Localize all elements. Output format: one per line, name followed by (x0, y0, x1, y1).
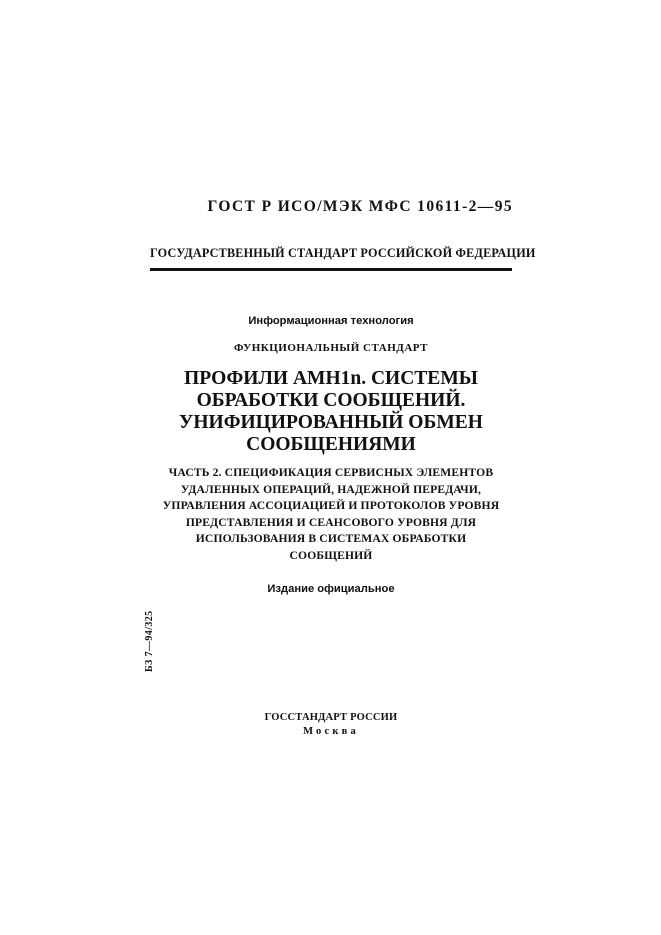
part-title-line: УПРАВЛЕНИЯ АССОЦИАЦИЕЙ И ПРОТОКОЛОВ УРОВНЯ (162, 499, 500, 512)
part-title-line: ИСПОЛЬЗОВАНИЯ В СИСТЕМАХ ОБРАБОТКИ (195, 532, 467, 545)
publisher: ГОССТАНДАРТ РОССИИ (264, 712, 398, 723)
edition-note: Издание официальное (267, 583, 395, 595)
document-number: ГОСТ Р ИСО/МЭК МФС 10611-2—95 (207, 198, 513, 215)
main-title-line: УНИФИЦИРОВАННЫЙ ОБМЕН (179, 412, 483, 433)
subject-line: Информационная технология (248, 315, 414, 327)
part-title-line: ПРЕДСТАВЛЕНИЯ И СЕАНСОВОГО УРОВНЯ ДЛЯ (185, 515, 477, 529)
main-title-line: ОБРАБОТКИ СООБЩЕНИЙ. (196, 390, 466, 411)
publisher-city: Москва (303, 726, 359, 737)
main-title (150, 368, 512, 456)
part-title-line: ЧАСТЬ 2. СПЕЦИФИКАЦИЯ СЕРВИСНЫХ ЭЛЕМЕНТОВ (168, 466, 494, 479)
heading-divider (150, 268, 512, 271)
main-title-line: СООБЩЕНИЯМИ (246, 434, 416, 455)
part-title-line: УДАЛЕННЫХ ОПЕРАЦИЙ, НАДЕЖНОЙ ПЕРЕДАЧИ, (180, 482, 482, 496)
side-catalog-code: БЗ 7—94/325 (144, 610, 155, 672)
standard-type: ФУНКЦИОНАЛЬНЫЙ СТАНДАРТ (234, 342, 428, 354)
main-title-line: ПРОФИЛИ АМН1n. СИСТЕМЫ (184, 368, 478, 389)
part-title (150, 465, 512, 564)
state-standard-heading: ГОСУДАРСТВЕННЫЙ СТАНДАРТ РОССИЙСКОЙ ФЕДЕРАЦИИ (150, 246, 536, 260)
part-title-line: СООБЩЕНИЙ (289, 548, 373, 562)
